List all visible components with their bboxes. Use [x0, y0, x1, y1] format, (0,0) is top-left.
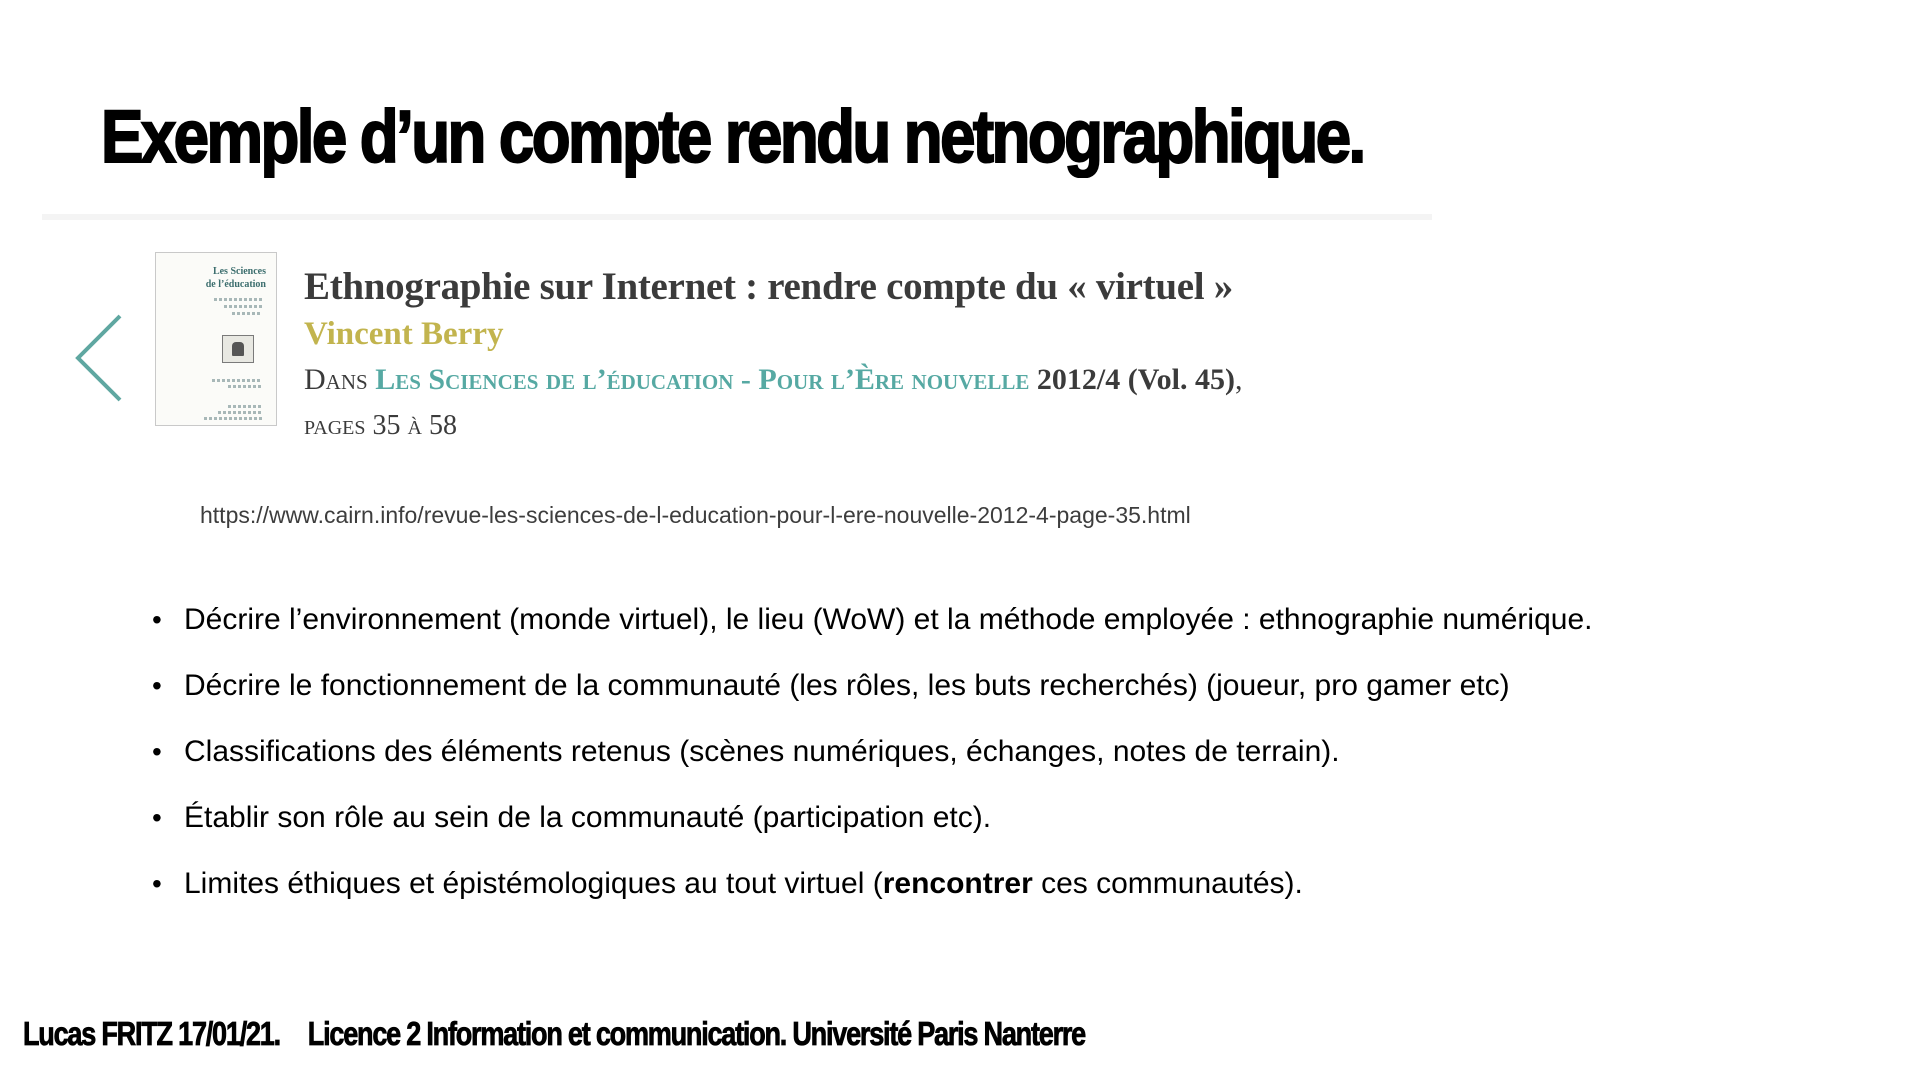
- cover-image-icon: [222, 335, 254, 363]
- source-prefix: Dans: [304, 363, 368, 396]
- cover-subtitle-lines: [214, 298, 262, 301]
- cover-footer-lines: [228, 405, 262, 408]
- bullet-item: • Décrire le fonctionnement de la communauté (les rôles, les buts recherchés) (joueur, pro gamer etc): [148, 657, 1592, 723]
- cover-footer-lines: [218, 411, 262, 414]
- bullet-item: • Classifications des éléments retenus (scènes numériques, échanges, notes de terrain).: [148, 723, 1592, 789]
- cover-footer-lines: [204, 417, 262, 420]
- bullet-text-after: ces communautés).: [1032, 867, 1303, 900]
- article-pages: pages 35 à 58: [304, 410, 457, 441]
- bullet-item: • Établir son rôle au sein de la communauté (participation etc).: [148, 789, 1592, 855]
- cover-caption-lines: [212, 379, 262, 382]
- cover-caption-lines: [228, 385, 262, 388]
- article-reference-card: [42, 214, 1432, 544]
- bullet-emphasis: rencontrer: [882, 867, 1033, 900]
- article-source: [304, 363, 1242, 397]
- slide-title: Exemple d’un compte rendu netnographique.: [101, 95, 1364, 178]
- footer-author-date: Lucas FRITZ 17/01/21.: [23, 1015, 280, 1052]
- bullet-item: • Décrire l’environnement (monde virtuel), le lieu (WoW) et la méthode employée : ethnographie numérique.: [148, 591, 1592, 657]
- footer-credit: [23, 1012, 1085, 1056]
- cover-title: [166, 265, 266, 291]
- cover-subtitle-lines: [232, 312, 262, 315]
- chevron-left-icon[interactable]: [68, 312, 128, 404]
- cover-title-line2: de l’éducation: [205, 279, 266, 290]
- footer-course: Licence 2 Information et communication. Université Paris Nanterre: [307, 1015, 1086, 1052]
- journal-link[interactable]: Les Sciences de l’éducation - Pour l’Ère nouvelle: [375, 363, 1030, 396]
- issue-label[interactable]: 2012/4 (Vol. 45): [1036, 363, 1235, 396]
- article-title[interactable]: Ethnographie sur Internet : rendre compte du « virtuel »: [304, 265, 1233, 308]
- article-author[interactable]: Vincent Berry: [304, 316, 504, 352]
- journal-cover[interactable]: [155, 252, 277, 426]
- cover-title-line1: Les Sciences: [212, 266, 266, 277]
- bullet-list: [148, 591, 1592, 921]
- bullet-text-before: Limites éthiques et épistémologiques au tout virtuel (: [184, 867, 883, 900]
- source-url[interactable]: https://www.cairn.info/revue-les-sciences-de-l-education-pour-l-ere-nouvelle-2012-4-page-35.html: [200, 502, 1191, 528]
- issue-suffix: ,: [1234, 363, 1243, 396]
- cover-subtitle-lines: [224, 305, 262, 308]
- bullet-item: [148, 855, 1592, 921]
